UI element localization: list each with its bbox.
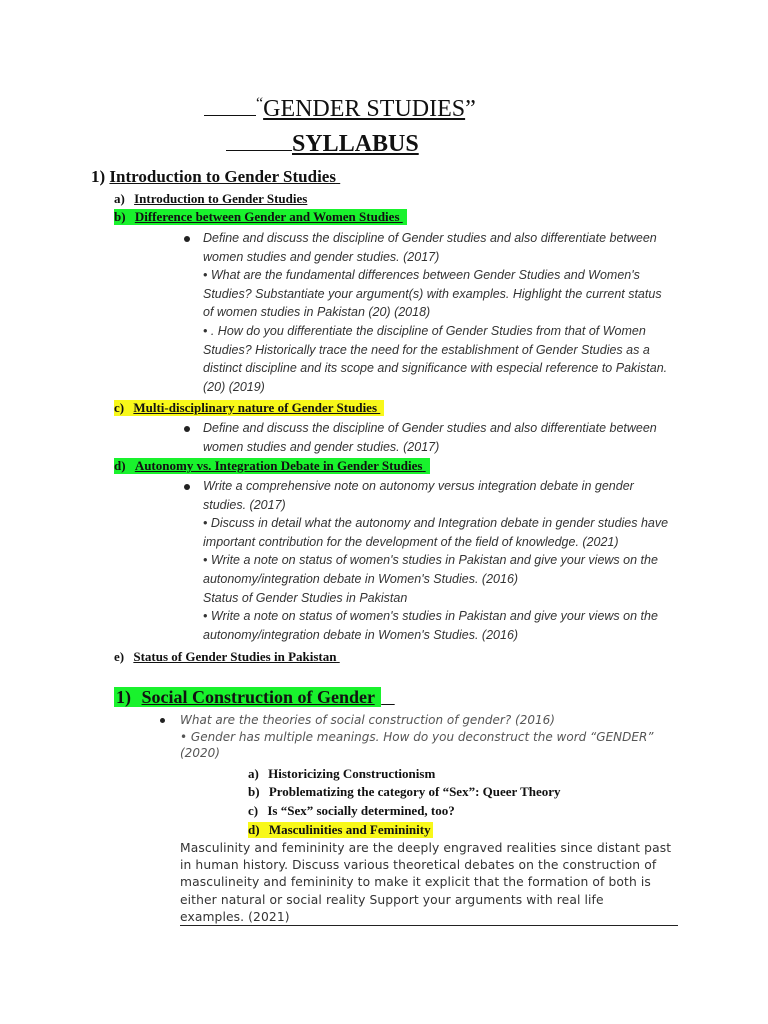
question-line: women studies and gender studies. (2017) (203, 439, 440, 454)
title-gender-studies: GENDER STUDIES (263, 96, 466, 122)
question-line: Studies? Substantiate your argument(s) with examples. Highlight the current status (203, 286, 662, 301)
title-open-quote: “ (256, 95, 264, 112)
item-2d-label: Masculinities and Femininity (268, 822, 431, 837)
section2-number: 1) (116, 687, 131, 707)
section2-heading (114, 687, 395, 708)
item-1b-marker: b) (114, 209, 126, 224)
item-1a (114, 191, 307, 207)
item-1b-label: Difference between Gender and Women Studies (134, 209, 400, 224)
question-line: • Gender has multiple meanings. How do you deconstruct the word “GENDER” (180, 729, 654, 744)
item-1b (114, 209, 407, 225)
section1-title: Introduction to Gender Studies (109, 167, 336, 186)
question-line: • Write a note on status of women's studies in Pakistan and give your views on the (203, 553, 658, 568)
item-1a-label: Introduction to Gender Studies (134, 191, 308, 206)
section2-questions (180, 712, 654, 762)
title-syllabus: SYLLABUS (292, 131, 419, 157)
paragraph-line: either natural or social reality Support your arguments with real life (180, 892, 604, 907)
question-line: autonomy/integration debate in Women's Studies. (2016) (203, 627, 519, 642)
item-1b-questions (203, 229, 667, 396)
item-2b-label: Problematizing the category of “Sex”: Queer Theory (268, 784, 561, 799)
question-line: What are the theories of social construction of gender? (2016) (180, 713, 555, 727)
item-1c-marker: c) (114, 400, 125, 415)
item-2d (248, 822, 433, 838)
bullet-icon (184, 426, 190, 432)
bullet-icon (160, 718, 165, 723)
question-line: (2020) (180, 746, 220, 760)
item-2a-marker: a) (248, 766, 259, 781)
question-line: of women studies in Pakistan (20) (2018) (203, 305, 431, 320)
item-1d (114, 458, 430, 474)
question-line: • What are the fundamental differences between Gender Studies and Women's (203, 268, 640, 283)
question-line: Define and discuss the discipline of Gender studies and also differentiate between (203, 231, 657, 245)
item-1e-label: Status of Gender Studies in Pakistan (133, 649, 337, 664)
item-1d-questions (203, 477, 668, 644)
item-2a (248, 766, 435, 782)
question-line: studies. (2017) (203, 497, 286, 512)
paragraph-divider (180, 925, 678, 926)
question-line: important contribution for the development of the field of knowledge. (2021) (203, 534, 619, 549)
section1-number: 1) (91, 167, 106, 186)
item-1d-label: Autonomy vs. Integration Debate in Gender Studies (134, 458, 423, 473)
paragraph-line: masculineity and femininity to make it explicit that the formation of both is (180, 875, 651, 890)
paragraph-line: examples. (2021) (180, 909, 290, 924)
item-2b-marker: b) (248, 784, 260, 799)
item-2b (248, 784, 561, 800)
item-1d-marker: d) (114, 458, 126, 473)
bullet-icon (184, 236, 190, 242)
item-1e (114, 649, 340, 665)
item-1a-marker: a) (114, 191, 125, 206)
question-line: Define and discuss the discipline of Gender studies and also differentiate between (203, 421, 657, 435)
item-2a-label: Historicizing Constructionism (268, 766, 436, 781)
question-line: women studies and gender studies. (2017) (203, 249, 440, 264)
question-line: Studies? Historically trace the need for the establishment of Gender Studies as a (203, 342, 650, 357)
paragraph-line: in human history. Discuss various theoretical debates on the construction of (180, 858, 657, 873)
title-close-quote: ” (465, 96, 476, 122)
document-title-line1 (204, 96, 476, 123)
document-title-line2 (226, 131, 419, 158)
section1-heading (91, 167, 340, 187)
item-1c (114, 400, 384, 416)
item-1c-questions (203, 419, 657, 456)
item-2d-marker: d) (248, 822, 260, 837)
item-1c-label: Multi-disciplinary nature of Gender Studies (133, 400, 378, 415)
section2-paragraph (180, 840, 671, 926)
question-line: Write a comprehensive note on autonomy versus integration debate in gender (203, 479, 634, 493)
section2-title: Social Construction of Gender (141, 687, 375, 707)
item-1e-marker: e) (114, 649, 125, 664)
item-2c-label: Is “Sex” socially determined, too? (267, 803, 455, 818)
question-line: • Discuss in detail what the autonomy and Integration debate in gender studies have (203, 516, 669, 531)
paragraph-line: Masculinity and femininity are the deeply engraved realities since distant past (180, 841, 672, 855)
question-line: autonomy/integration debate in Women's Studies. (2016) (203, 571, 519, 586)
question-line: • Write a note on status of women's studies in Pakistan and give your views on the (203, 609, 658, 624)
item-2c-marker: c) (248, 803, 259, 818)
question-line: Status of Gender Studies in Pakistan (203, 590, 408, 605)
item-2c (248, 803, 455, 819)
question-line: • . How do you differentiate the discipline of Gender Studies from that of Women (203, 323, 646, 338)
question-line: distinct discipline and its scope and significance with especial reference to Pakistan. (203, 361, 668, 376)
bullet-icon (184, 484, 190, 490)
question-line: (20) (2019) (203, 379, 265, 394)
